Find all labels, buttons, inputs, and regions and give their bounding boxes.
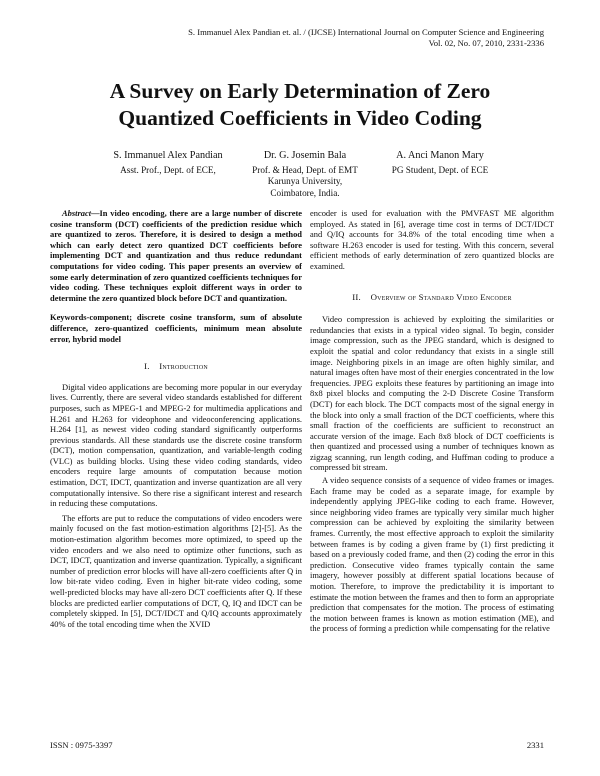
paragraph: Video compression is achieved by exploiting the similarities or redundancies that exists in a typical video signal. To begin, consider image compression, such as the JPEG standard, which is designed to exploit the spatial and color redundancy that exists in a single still image. Neighboring pixels in an image are often highly similar, and natural images often have most of their energies concentrated in the low frequencies. JPEG exploits these features by partitioning an image into 8x8 pixel blocks and computing the 2-D Discrete Cosine Transform (DCT) for each block. The DCT compacts most of the signal energy in the block into only a small fraction of the DCT coefficients, where this small fraction of the coefficients are sufficient to reconstruct an accurate version of the image. Each 8x8 block of DCT coefficients is then quantized and processed using a number of techniques known as zigzag scanning, run length coding, and Huffman coding to produce a compressed bit stream. <box>310 314 554 473</box>
title-line-1: A Survey on Early Determination of Zero <box>109 79 491 103</box>
section-1-heading <box>50 361 302 372</box>
author-university: Karunya University, <box>267 176 343 186</box>
title-line-2: Quantized Coefficients in Video Coding <box>118 106 482 130</box>
paper-title <box>0 78 600 132</box>
author-block-3 <box>370 150 510 176</box>
abstract-text: —In video encoding, there are a large number of discrete cosine transform (DCT) coefficients of the prediction residue which are quantized to zeros. Therefore, it is desired to design a method which can early detect zero quantized DCT coefficients before implementing DCT and quantization and thus reduce redundant computations for video coding. This paper presents an overview of some early determination of zero quantized coefficients techniques for video coding. These techniques exploit different ways in order to determine the zero quantized block before DCT and quantization. <box>50 208 302 303</box>
section-number: I. <box>144 361 150 372</box>
author-block-1 <box>98 150 238 176</box>
page-number: 2331 <box>526 740 544 750</box>
author-name: A. Anci Manon Mary <box>396 150 484 161</box>
abstract <box>50 208 302 303</box>
running-header <box>188 27 544 49</box>
paragraph: A video sequence consists of a sequence of video frames or images. Each frame may be coded as a separate image, for example by independently applying JPEG-like coding to each frame. However, since neighboring video frames are typically very similar much higher compression can be achieved by exploiting the similarity between frames. Currently, the most effective approach to exploit the similarity between frames is by coding a given frame by (1) first predicting it based on a previously coded frame, and then (2) coding the error in this prediction. Consecutive video frames typically contain the same imagery, however possibly at different spatial locations because of motion. Therefore, to improve the predictability it is important to estimate the motion between the frames and then to form an appropriate prediction that compensates for the motion. The process of estimating the motion between frames is known as motion estimation (ME), and the process of forming a prediction while compensating for the relative <box>310 475 554 634</box>
section-number: II. <box>352 291 361 302</box>
keywords: Keywords-component; discrete cosine transform, sum of absolute difference, zero-quantized coefficients, minimum mean absolute error, hybrid model <box>50 312 302 344</box>
author-affiliation: PG Student, Dept. of ECE <box>391 164 489 175</box>
author-affiliation: Asst. Prof., Dept. of ECE, <box>120 164 216 175</box>
author-name: S. Immanuel Alex Pandian <box>113 150 223 161</box>
right-column <box>310 208 554 634</box>
author-block-2 <box>235 150 375 199</box>
author-affiliation: Prof. & Head, Dept. of EMT <box>252 164 358 175</box>
paragraph: Digital video applications are becoming more popular in our everyday lives. Currently, there are several video standards established for different purposes, such as MPEG-1 and MPEG-2 for multimedia applications and H.261 and H.263 for videophone and videoconferencing applications. H.264 [1], as newest video coding standard significantly outperforms previous standards. All these standards use the discrete cosine transform (DCT), motion compensation, quantization, and variable-length coding (VLC) as building blocks. Using these video coding standards, video encoders require large amounts of computation because motion estimation, DCT, IDCT, quantization and inverse quantization are all very computationally intensive. So there rise a significant interest and research in reducing these computations. <box>50 381 302 509</box>
section-title: Introduction <box>159 361 208 372</box>
section-2-heading <box>310 292 554 303</box>
author-location: Coimbatore, India. <box>270 187 340 198</box>
paragraph: The efforts are put to reduce the computations of video encoders were mainly focused on the fast motion-estimation algorithms [2]-[5]. As the motion-estimation algorithm becomes more optimized, to speed up the video encoders and we also need to optimize other functions, such as DCT, IDCT, quantization and inverse quantization. Typically, a significant number of prediction error blocks will have all-zero coefficients after Q in low bit-rate video coding. Even in higher bit-rate video coding, some well-predicted blocks may have all-zero DCT coefficients after Q. If these blocks are predicted earlier computations of DCT, Q, IQ and IDCT can be completely skipped. In [5], DCT/IDCT and Q/IQ accounts approximately 40% of the total encoding time when the XVID <box>50 512 302 629</box>
paragraph-continued: encoder is used for evaluation with the PMVFAST ME algorithm employed. As stated in [6], average time cost in terms of DCT/IDCT and Q/IQ accounts for 34.8% of the total encoding time when a software H.263 encoder is used for testing. With this concern, several efficient methods of early determination of zero quantized blocks are examined. <box>310 208 554 271</box>
left-column <box>50 208 302 629</box>
header-line-2: Vol. 02, No. 07, 2010, 2331-2336 <box>428 38 544 48</box>
header-line-1: S. Immanuel Alex Pandian et. al. / (IJCSE) International Journal on Computer Science and Engineering <box>188 27 544 37</box>
issn: ISSN : 0975-3397 <box>50 740 113 750</box>
section-title: Overview of Standard Video Encoder <box>370 291 512 302</box>
author-name: Dr. G. Josemin Bala <box>263 150 347 161</box>
abstract-label: Abstract <box>62 208 92 218</box>
